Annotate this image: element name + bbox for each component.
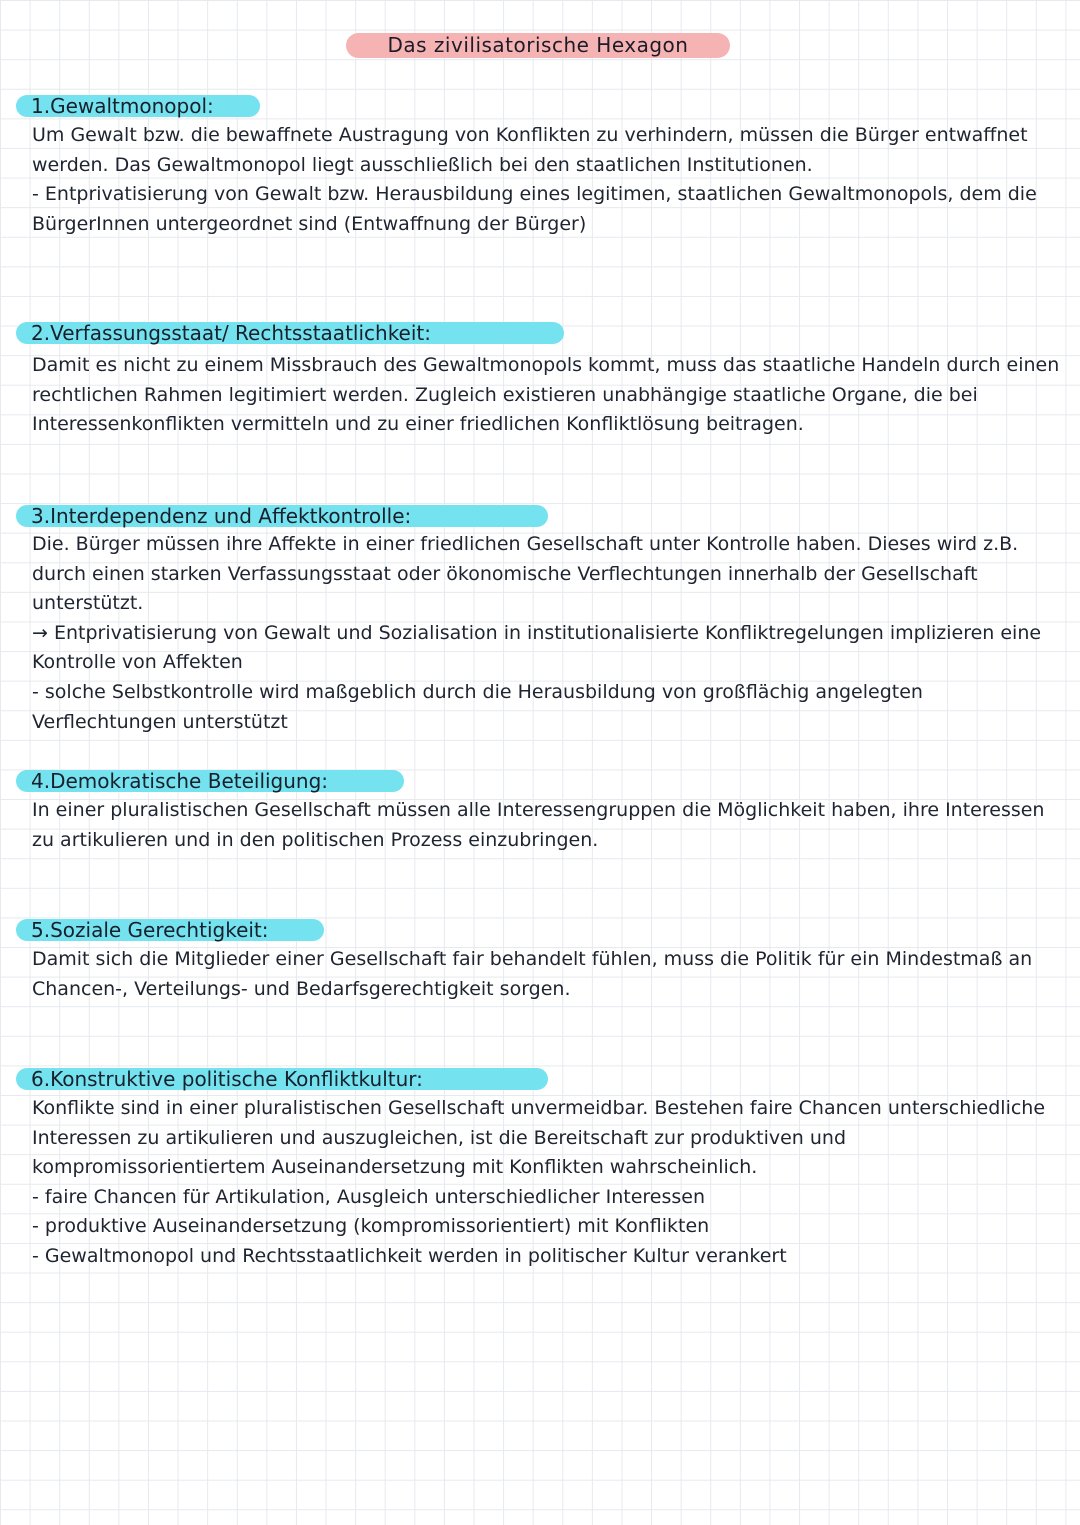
section-heading-demokratische-beteiligung: 4.Demokratische Beteiligung:: [16, 770, 404, 792]
section-body-gewaltmonopol: [32, 121, 1062, 239]
section-heading-gewaltmonopol: 1.Gewaltmonopol:: [16, 95, 260, 117]
section-heading-interdependenz: 3.Interdependenz und Affektkontrolle:: [16, 505, 548, 527]
section-body-interdependenz: [32, 530, 1062, 737]
page-title: Das zivilisatorische Hexagon: [346, 33, 730, 58]
bullet-item: - Entprivatisierung von Gewalt bzw. Herausbildung eines legitimen, staatlichen Gewaltmonopols, dem die BürgerInnen untergeordnet sind (Entwaffnung der Bürger): [32, 183, 1037, 235]
section-text: Damit es nicht zu einem Missbrauch des Gewaltmonopols kommt, muss das staatliche Handeln durch einen rechtlichen Rahmen legitimiert werden. Zugleich existieren unabhängige staatliche Organe, die bei Interessenkonflikten vermitteln und zu einer friedlichen Konfliktlösung beitragen.: [32, 354, 1060, 436]
section-heading-konfliktkultur: 6.Konstruktive politische Konfliktkultur:: [16, 1068, 548, 1090]
section-heading-soziale-gerechtigkeit: 5.Soziale Gerechtigkeit:: [16, 919, 324, 941]
section-body-soziale-gerechtigkeit: [32, 945, 1062, 1004]
section-body-demokratische-beteiligung: [32, 796, 1062, 855]
bullet-item: - solche Selbstkontrolle wird maßgeblich durch die Herausbildung von großflächig angelegten Verflechtungen unterstützt: [32, 680, 923, 733]
bullet-item: - Gewaltmonopol und Rechtsstaatlichkeit werden in politischer Kultur verankert: [32, 1244, 787, 1267]
section-text: Um Gewalt bzw. die bewaffnete Austragung von Konflikten zu verhindern, müssen die Bürger entwaffnet werden. Das Gewaltmonopol liegt ausschließlich bei den staatlichen Institutionen.: [32, 124, 1028, 176]
bullet-item: - faire Chancen für Artikulation, Ausgleich unterschiedlicher Interessen: [32, 1185, 706, 1208]
section-heading-verfassungsstaat: 2.Verfassungsstaat/ Rechtsstaatlichkeit:: [16, 322, 564, 344]
section-body-konfliktkultur: [32, 1094, 1062, 1272]
section-text: Damit sich die Mitglieder einer Gesellschaft fair behandelt fühlen, muss die Politik für ein Mindestmaß an Chancen-, Verteilungs- und Bedarfsgerechtigkeit sorgen.: [32, 948, 1033, 1000]
section-body-verfassungsstaat: [32, 351, 1062, 440]
section-text: Konflikte sind in einer pluralistischen Gesellschaft unvermeidbar. Bestehen faire Chancen unterschiedliche Interessen zu artikulieren und auszugleichen, ist die Bereitschaft zur produktiven und kompromissorientiertem Auseinandersetzung mit Konflikten wahrscheinlich.: [32, 1097, 1046, 1179]
section-text: Die. Bürger müssen ihre Affekte in einer friedlichen Gesellschaft unter Kontrolle haben. Dieses wird z.B. durch einen starken Verfassungsstaat oder ökonomische Verflechtungen innerhalb der Gesellschaft unterstützt.: [32, 533, 1019, 615]
section-text: In einer pluralistischen Gesellschaft müssen alle Interessengruppen die Möglichkeit haben, ihre Interessen zu artikulieren und in den politischen Prozess einzubringen.: [32, 799, 1045, 851]
bullet-item: - produktive Auseinandersetzung (kompromissorientiert) mit Konflikten: [32, 1215, 710, 1238]
bullet-item: → Entprivatisierung von Gewalt und Sozialisation in institutionalisierte Konfliktregelungen implizieren eine Kontrolle von Affekten: [32, 621, 1042, 674]
